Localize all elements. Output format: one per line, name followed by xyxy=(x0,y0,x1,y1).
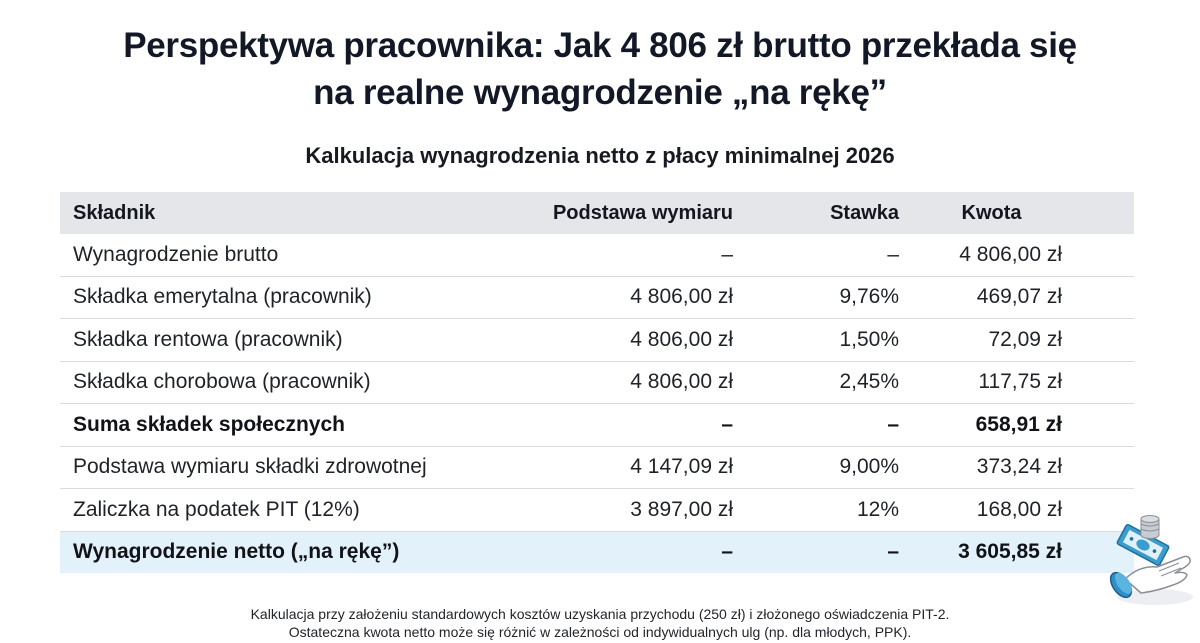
cell-base: 4 806,00 zł xyxy=(503,276,733,319)
cell-base: – xyxy=(503,234,733,276)
column-header-rate: Stawka xyxy=(733,192,899,234)
cell-amount: 3 605,85 zł xyxy=(899,531,1134,573)
cell-rate: 9,76% xyxy=(733,276,899,319)
footnote-line-1: Kalkulacja przy założeniu standardowych kosztów uzyskania przychodu (250 zł) i złożonego oświadczenia PIT-2. xyxy=(250,606,950,622)
table-row xyxy=(60,361,1134,404)
footnote xyxy=(0,605,1200,641)
cell-base: – xyxy=(503,404,733,447)
footnote-line-2: Ostateczna kwota netto może się różnić w zależności od indywidualnych ulg (np. dla młodych, PPK). xyxy=(288,624,912,640)
cell-amount: 658,91 zł xyxy=(899,404,1134,447)
page-title-line-1: Perspektywa pracownika: Jak 4 806 zł brutto przekłada się xyxy=(123,26,1077,65)
cell-rate: – xyxy=(733,234,899,276)
cell-base: – xyxy=(503,531,733,573)
table-row-net-salary xyxy=(60,531,1134,573)
cell-rate: – xyxy=(733,404,899,447)
cell-rate: 2,45% xyxy=(733,361,899,404)
cell-base: 4 806,00 zł xyxy=(503,361,733,404)
table-row xyxy=(60,446,1134,489)
page-title xyxy=(0,22,1200,116)
cell-component: Podstawa wymiaru składki zdrowotnej xyxy=(60,446,503,489)
cell-component: Wynagrodzenie netto („na rękę”) xyxy=(60,531,503,573)
table-row xyxy=(60,276,1134,319)
cell-component: Zaliczka na podatek PIT (12%) xyxy=(60,489,503,532)
column-header-component: Składnik xyxy=(60,192,503,234)
cell-rate: 9,00% xyxy=(733,446,899,489)
table-header-row xyxy=(60,192,1134,234)
page-title-line-2: na realne wynagrodzenie „na rękę” xyxy=(313,73,887,112)
cell-component: Składka chorobowa (pracownik) xyxy=(60,361,503,404)
cell-base: 4 806,00 zł xyxy=(503,319,733,362)
cell-component: Wynagrodzenie brutto xyxy=(60,234,503,276)
table-row xyxy=(60,234,1134,276)
cell-rate: 12% xyxy=(733,489,899,532)
cell-component: Składka emerytalna (pracownik) xyxy=(60,276,503,319)
table-row xyxy=(60,489,1134,532)
table-row-social-sum xyxy=(60,404,1134,447)
table-subtitle: Kalkulacja wynagrodzenia netto z płacy minimalnej 2026 xyxy=(305,143,895,168)
table-row xyxy=(60,319,1134,362)
salary-calculation-table xyxy=(60,192,1134,573)
cell-amount: 117,75 zł xyxy=(899,361,1134,404)
cell-amount: 469,07 zł xyxy=(899,276,1134,319)
cell-rate: – xyxy=(733,531,899,573)
cell-base: 3 897,00 zł xyxy=(503,489,733,532)
cell-amount: 373,24 zł xyxy=(899,446,1134,489)
cell-amount: 168,00 zł xyxy=(899,489,1134,532)
cell-component: Składka rentowa (pracownik) xyxy=(60,319,503,362)
cell-base: 4 147,09 zł xyxy=(503,446,733,489)
hand-with-money-icon xyxy=(1095,505,1200,610)
cell-component: Suma składek społecznych xyxy=(60,404,503,447)
cell-amount: 72,09 zł xyxy=(899,319,1134,362)
cell-amount: 4 806,00 zł xyxy=(899,234,1134,276)
column-header-amount: Kwota xyxy=(899,192,1134,234)
cell-rate: 1,50% xyxy=(733,319,899,362)
column-header-base: Podstawa wymiaru xyxy=(503,192,733,234)
